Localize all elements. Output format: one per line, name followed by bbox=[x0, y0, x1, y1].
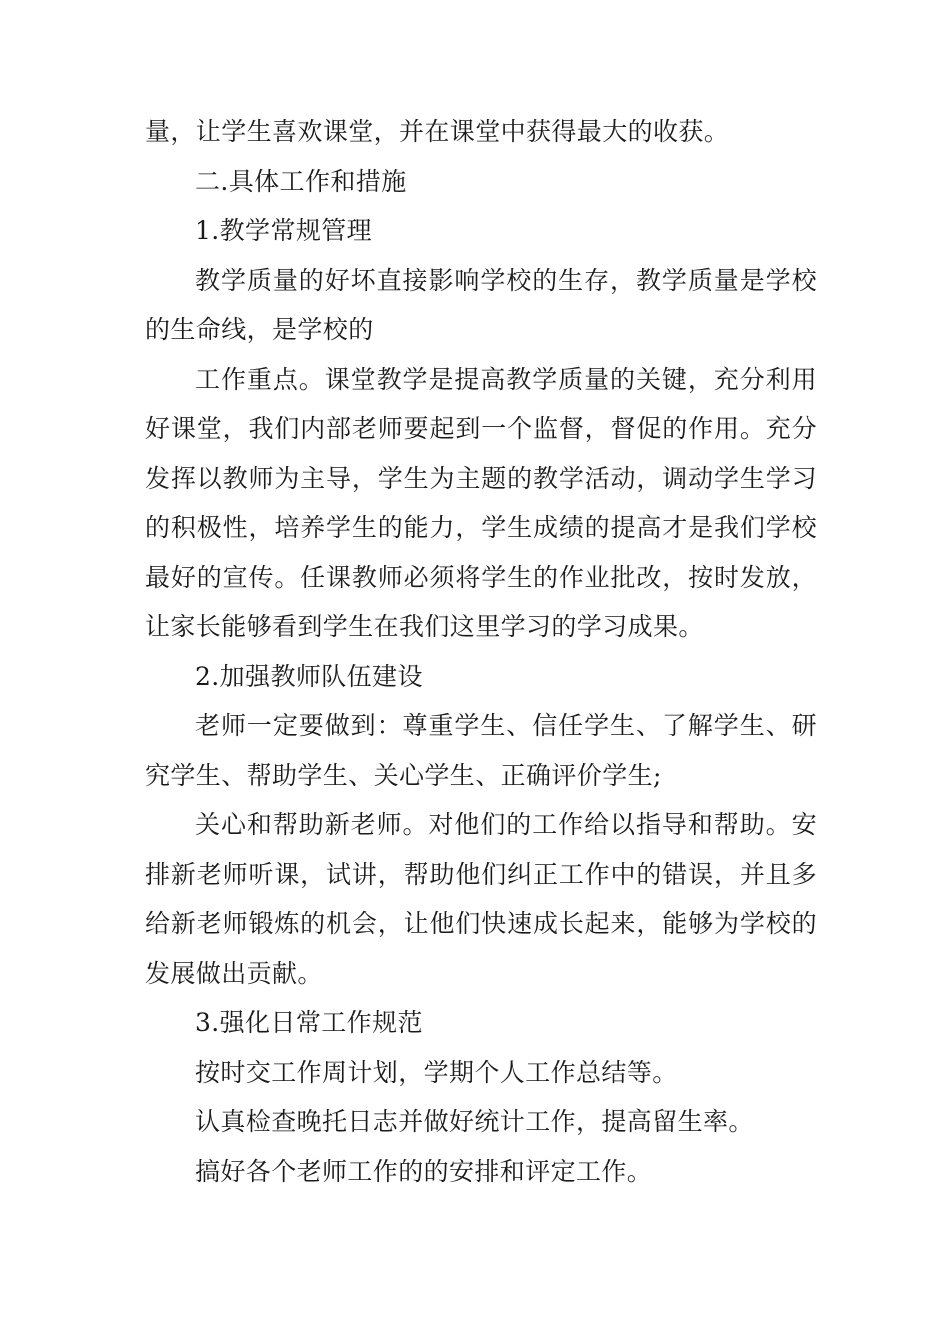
paragraph-weekly-plan: 按时交工作周计划，学期个人工作总结等。 bbox=[195, 1057, 678, 1087]
document-body bbox=[145, 107, 817, 1196]
paragraph-teaching-quality: 教学质量的好坏直接影响学校的生存，教学质量是学校的生命线，是学校的 bbox=[145, 265, 817, 344]
paragraph-continuation: 量，让学生喜欢课堂，并在课堂中获得最大的收获。 bbox=[145, 117, 730, 146]
paragraph-work-arrangement: 搞好各个老师工作的的安排和评定工作。 bbox=[195, 1156, 653, 1186]
paragraph-new-teachers: 关心和帮助新老师。对他们的工作给以指导和帮助。安排新老师听课，试讲，帮助他们纠正工作中的错误，并且多给新老师锻炼的机会，让他们快速成长起来，能够为学校的发展做出贡献。 bbox=[145, 810, 817, 988]
paragraph-teacher-requirements: 老师一定要做到：尊重学生、信任学生、了解学生、研究学生、帮助学生、关心学生、正确评价学生; bbox=[145, 711, 817, 790]
subheading-daily-work: 3.强化日常工作规范 bbox=[195, 1008, 423, 1037]
section-heading-measures: 二.具体工作和措施 bbox=[195, 166, 407, 196]
paragraph-classroom-teaching: 工作重点。课堂教学是提高教学质量的关键，充分利用好课堂，我们内部老师要起到一个监督，督促的作用。充分发挥以教师为主导，学生为主题的教学活动，调动学生学习的积极性，培养学生的能力，学生成绩的提高才是我们学校最好的宣传。任课教师必须将学生的作业批改，按时发放，让家长能够看到学生在我们这里学习的学习成果。 bbox=[145, 364, 817, 641]
subheading-teacher-team: 2.加强教师队伍建设 bbox=[195, 661, 423, 691]
paragraph-log-check: 认真检查晚托日志并做好统计工作，提高留生率。 bbox=[195, 1107, 754, 1136]
subheading-teaching-routine: 1.教学常规管理 bbox=[195, 216, 373, 245]
